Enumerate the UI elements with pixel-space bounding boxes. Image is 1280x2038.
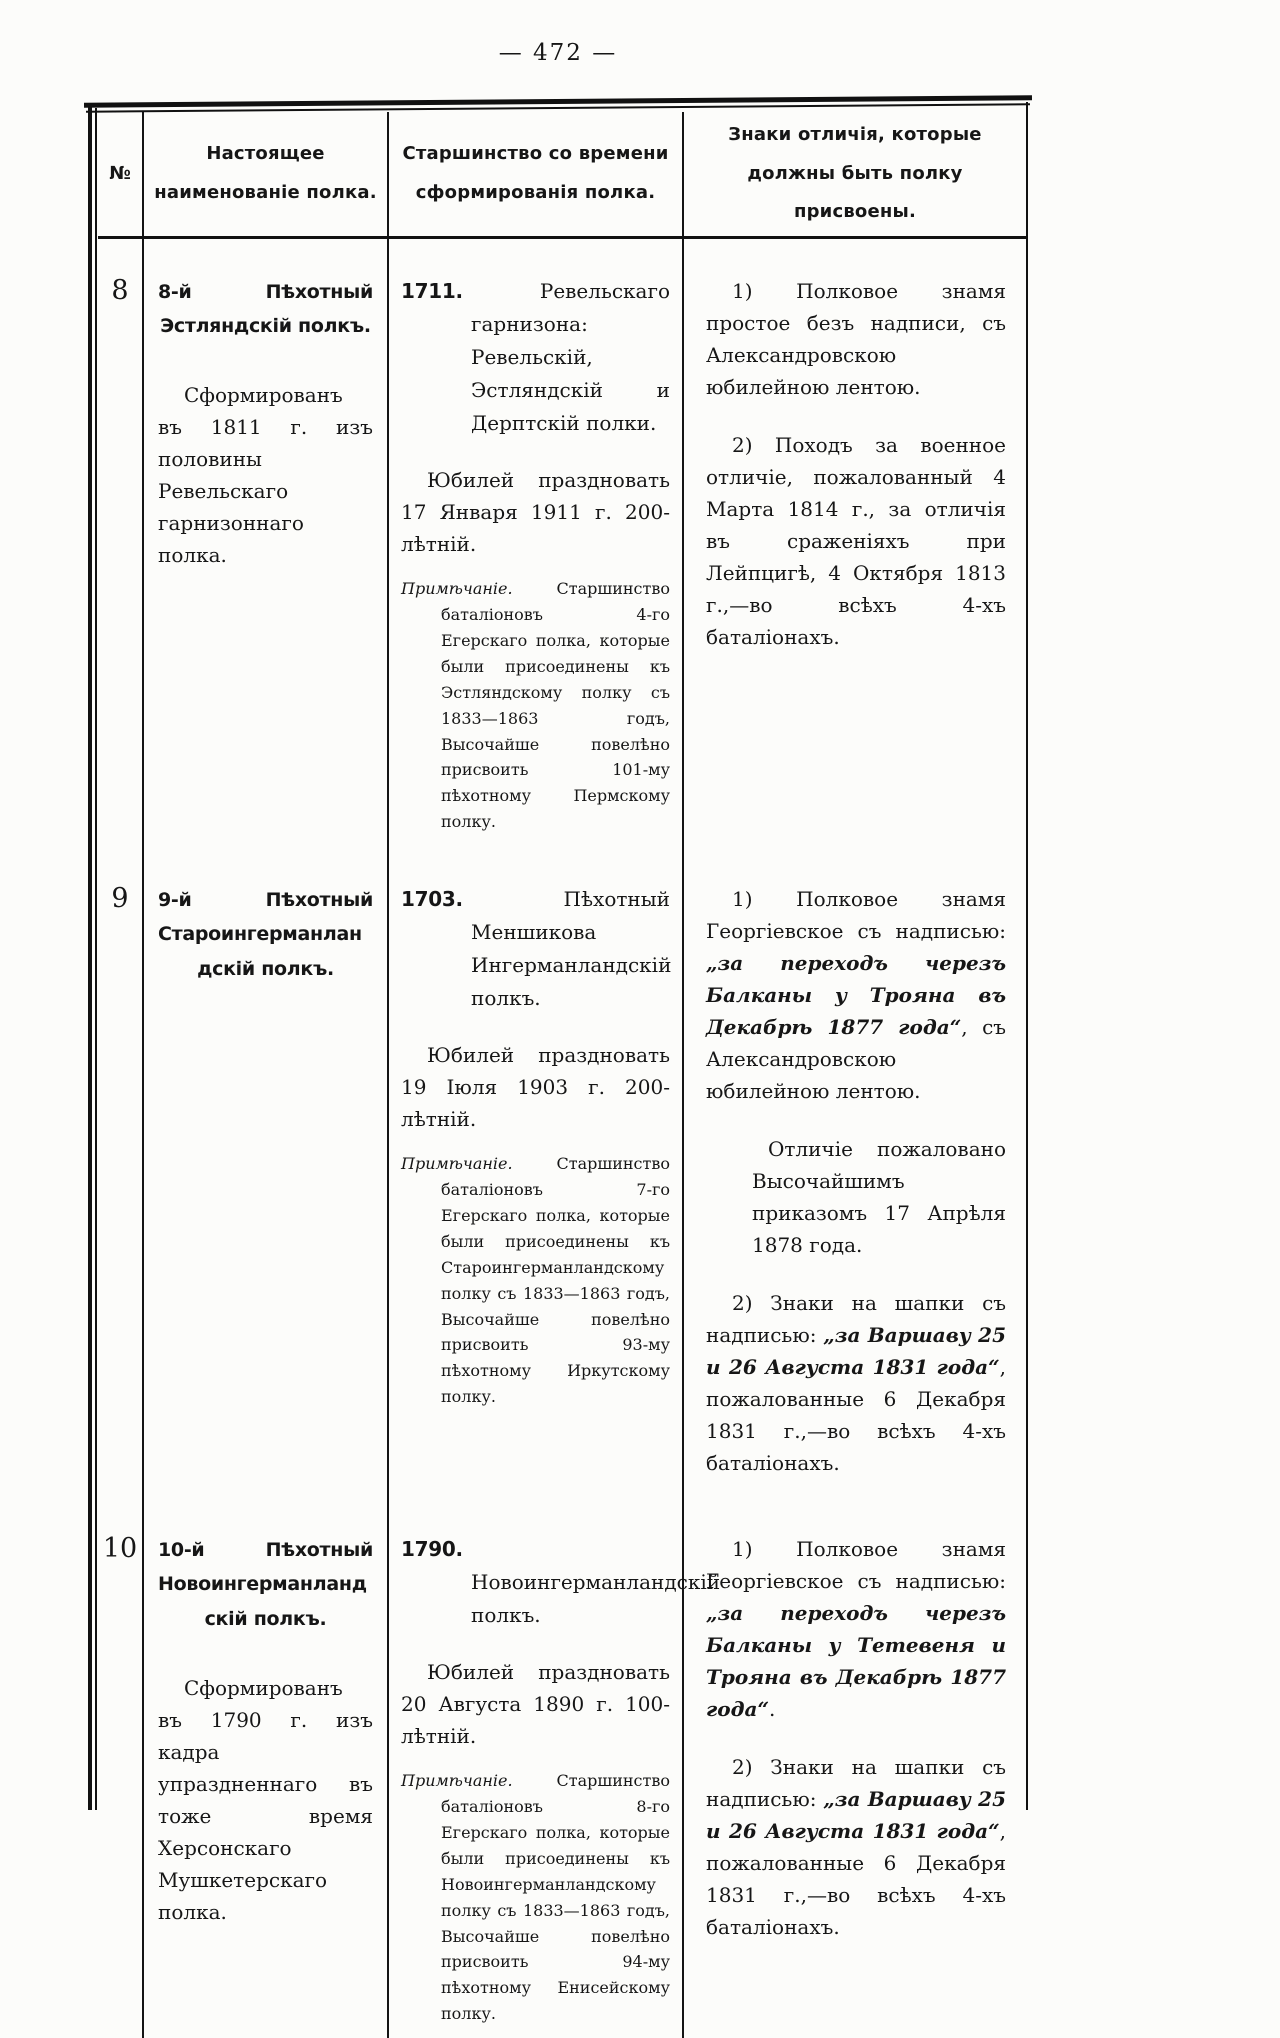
table-left-border-thin xyxy=(95,108,97,1810)
row-number: 10 xyxy=(102,1533,138,1565)
badge-text: , пожалованные 6 Декабря 1831 г.,—во всѣхъ 4-хъ баталіонахъ. xyxy=(706,1355,1006,1476)
seniority-title: Ревельскаго гарнизона: Ревельскій, Эстляндскій и Дерптскій полки. xyxy=(471,279,670,436)
header-badges-label: Знаки отличія, которые должны быть полку присвоены. xyxy=(728,124,982,223)
badge-text: , пожалованные 6 Декабря 1831 г.,—во всѣхъ 4-хъ баталіонахъ. xyxy=(706,1819,1006,1940)
badge-paragraph xyxy=(706,429,1006,653)
header-seniority-label: Старшинство со времени сформированія полка. xyxy=(402,143,669,204)
regiment-formation-note: Сформированъ въ 1811 г. изъ половины Ревельскаго гарнизоннаго полка. xyxy=(158,383,373,568)
cell-seniority xyxy=(387,1505,721,2038)
table-row-regiment-9 xyxy=(98,835,1028,1505)
regiment-formation-note: Сформированъ въ 1790 г. изъ кадра упраздненнаго въ тоже время Херсонскаго Мушкетерскаго полка. xyxy=(158,1675,373,1924)
badge-text: , съ Александровскою юбилейною лентою. xyxy=(706,1015,1006,1104)
seniority-paragraph xyxy=(401,883,670,1015)
seniority-year: 1703. xyxy=(401,887,463,912)
honor-inscription: „за переходъ черезъ Балканы у Тетевеня и Трояна въ Декабрѣ 1877 года“ xyxy=(706,1601,1006,1722)
note-paragraph xyxy=(401,1151,670,1410)
note-label: Примѣчаніе. xyxy=(401,579,513,599)
badge-paragraph xyxy=(706,1287,1006,1479)
honor-inscription: „за переходъ черезъ Балканы у Трояна въ Декабрѣ 1877 года“ xyxy=(706,951,1006,1040)
regiment-title: 10-й Пѣхотный Новоингерманландскій полкъ. xyxy=(158,1539,373,1630)
seniority-title: Пѣхотный Меншикова Ингерманландскій полкъ. xyxy=(471,887,672,1011)
jubilee-paragraph: Юбилей праздновать 20 Августа 1890 г. 100-лѣтній. xyxy=(401,1660,670,1749)
regiment-title: 8-й Пѣхотный Эстляндскій полкъ. xyxy=(158,281,373,338)
cell-seniority xyxy=(387,835,682,1505)
note-label: Примѣчаніе. xyxy=(401,1771,513,1791)
note-paragraph xyxy=(401,1768,670,2027)
jubilee-paragraph: Юбилей праздновать 17 Января 1911 г. 200-лѣтній. xyxy=(401,468,670,557)
seniority-title: Новоингерманландскій полкъ. xyxy=(471,1570,721,1628)
badge-award-note-paragraph xyxy=(706,1133,1006,1261)
row-number: 9 xyxy=(111,883,129,915)
cell-seniority xyxy=(387,239,682,835)
badge-text: 1) Полковое знамя Георгіевское съ надписью: xyxy=(706,1537,1006,1594)
table-grid xyxy=(98,112,1028,2038)
seniority-paragraph xyxy=(401,275,670,440)
cell-row-number xyxy=(98,1505,142,2038)
regiments-table xyxy=(88,96,1028,2024)
cell-regiment-name xyxy=(142,835,387,1505)
table-left-border-thick xyxy=(88,104,92,1810)
table-right-border xyxy=(1026,102,1028,1810)
note-paragraph xyxy=(401,576,670,835)
table-header-row xyxy=(98,112,1028,239)
jubilee-paragraph: Юбилей праздновать 19 Іюля 1903 г. 200-лѣтній. xyxy=(401,1043,670,1132)
note-label: Примѣчаніе. xyxy=(401,1154,513,1174)
note-text: Старшинство баталіоновъ 7-го Егерскаго полка, которые были присоединены къ Староингерманландскому полку съ 1833—1863 годъ, Высочайше повелѣно присвоить 93-му пѣхотному Иркутскому полку. xyxy=(441,1154,670,1407)
cell-badges xyxy=(682,1505,1026,2038)
cell-regiment-name xyxy=(142,1505,387,2038)
badge-text: 2) Знаки на шапки съ надписью: xyxy=(706,1755,1006,1812)
badge-paragraph xyxy=(706,883,1006,1107)
header-cell-seniority xyxy=(387,112,682,236)
table-row-regiment-8 xyxy=(98,239,1028,835)
honor-inscription: „за Варшаву 25 и 26 Августа 1831 года“ xyxy=(706,1787,1006,1844)
header-cell-badges xyxy=(682,112,1026,236)
cell-row-number xyxy=(98,239,142,835)
table-row-regiment-10 xyxy=(98,1505,1028,2038)
seniority-year: 1711. xyxy=(401,279,463,304)
header-cell-regiment-name xyxy=(142,112,387,236)
badge-text: 1) Полковое знамя простое безъ надписи, съ Александровскою юбилейною лентою. xyxy=(706,279,1006,400)
seniority-paragraph xyxy=(401,1533,721,1632)
badge-text: 2) Походъ за военное отличіе, пожалованный 4 Марта 1814 г., за отличія въ сраженіяхъ при Лейпцигѣ, 4 Октября 1813 г.,—во всѣхъ 4-хъ баталіонахъ. xyxy=(706,433,1006,650)
badge-paragraph xyxy=(706,1751,1006,1943)
note-text: Старшинство баталіоновъ 8-го Егерскаго полка, которые были присоединены къ Новоингерманландскому полку съ 1833—1863 годъ, Высочайше повелѣно присвоить 94-му пѣхотному Енисейскому полку. xyxy=(441,1771,670,2024)
header-cell-number xyxy=(98,112,142,236)
badge-paragraph xyxy=(706,1533,1006,1725)
cell-badges xyxy=(682,239,1026,835)
note-text: Старшинство баталіоновъ 4-го Егерскаго полка, которые были присоединены къ Эстляндскому полку съ 1833—1863 годъ, Высочайше повелѣно присвоить 101-му пѣхотному Пермскому полку. xyxy=(441,579,670,832)
row-number: 8 xyxy=(111,275,129,307)
header-name-label: Настоящее наименованіе полка. xyxy=(154,143,377,204)
header-number-label: № xyxy=(109,162,131,184)
cell-row-number xyxy=(98,835,142,1505)
cell-badges xyxy=(682,835,1026,1505)
badge-text: Отличіе пожаловано Высочайшимъ приказомъ 17 Апрѣля 1878 года. xyxy=(752,1137,1006,1258)
badge-text: 1) Полковое знамя Георгіевское съ надписью: xyxy=(706,887,1006,944)
badge-text: . xyxy=(768,1697,776,1722)
page-number: — 472 — xyxy=(498,40,618,66)
regiment-title: 9-й Пѣхотный Староингерманландскій полкъ. xyxy=(158,889,373,980)
honor-inscription: „за Варшаву 25 и 26 Августа 1831 года“ xyxy=(706,1323,1006,1380)
cell-regiment-name xyxy=(142,239,387,835)
badge-text: 2) Знаки на шапки съ надписью: xyxy=(706,1291,1006,1348)
badge-paragraph xyxy=(706,275,1006,403)
seniority-year: 1790. xyxy=(401,1537,463,1562)
